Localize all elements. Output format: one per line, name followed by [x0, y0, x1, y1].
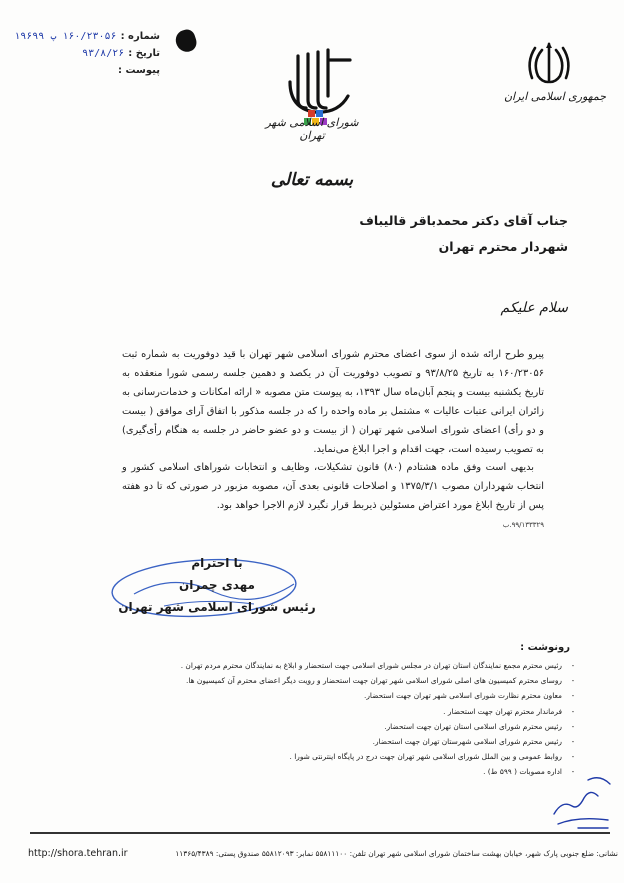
list-item	[58, 749, 578, 764]
list-bullet: -	[571, 752, 575, 762]
list-item	[58, 764, 578, 779]
list-bullet: -	[571, 691, 575, 701]
cc-item-text: روابط عمومی و بین الملل شورای اسلامی شهر تهران جهت درج در پایگاه اینترنتی شورا .	[289, 752, 562, 762]
council-name: شورای اسلامی شهر تهران	[265, 116, 359, 142]
signature-title: رئیس شورای اسلامی شهر تهران	[118, 600, 316, 614]
cc-item-text: معاون محترم نظارت شورای اسلامی شهر تهران جهت استحضار.	[363, 691, 562, 701]
list-item	[58, 734, 578, 749]
recipient-name: جناب آقای دکتر محمدباقر قالیباف	[359, 213, 568, 228]
cc-item-text: رئیس محترم شورای اسلامی شهرستان تهران جهت استحضار.	[372, 737, 562, 747]
recipient-block	[359, 208, 568, 260]
cc-item-text: روسای محترم کمیسیون های اصلی شورای اسلامی شهر تهران جهت استحضار و رویت دیگر اعضای محترم آن کمیسیون ها.	[186, 676, 562, 686]
cc-item-text: اداره مصوبات ( ۵۹۹ ط) .	[483, 767, 562, 777]
greeting: سلام علیکم	[500, 300, 568, 316]
meta-number-label: شماره :	[120, 31, 160, 42]
signature-block	[112, 552, 322, 618]
footer	[28, 848, 618, 859]
list-item	[58, 719, 578, 734]
list-bullet: -	[571, 676, 575, 686]
cc-item-text: رئیس محترم مجمع نمایندگان استان تهران در مجلس شورای اسلامی جهت استحضار و ابلاغ به نمایندگان محترم مردم تهران .	[180, 661, 562, 670]
body-paragraph-2: بدیهی است وفق ماده هشتادم (۸۰) قانون تشکیلات، وظایف و انتخابات شوراهای اسلامی کشور و انتخاب شهرداران مصوب ۱۳۷۵/۳/۱ و اصلاحات قانونی بعدی آن، مصوبه مزبور در صورتی که تا دو هفته پس از تاریخ ابلاغ مورد اعتراض مسئولین ذیربط قرار نگیرد لازم الاجرا خواهد بود.	[122, 462, 544, 512]
cc-title: رونوشت :	[520, 642, 570, 653]
meta-number-value: ۱۶۰/۲۳۰۵۶ پ ۱۹۶۹۹	[14, 31, 117, 42]
body-paragraph-1: پیرو طرح ارائه شده از سوی اعضای محترم شورای اسلامی شهر تهران با قید دوفوریت به شماره ثبت ۱۶۰/۲۳۰۵۶ به تاریخ ۹۳/۸/۲۵ و تصویب دوفوریت آن در یکصد و دهمین جلسه رسمی شورا منعقده به تاریخ یکشنبه بیست و پنجم آبان‌ماه سال ۱۳۹۳، به پیوست متن مصوبه « ارائه امکانات و خدمات‌رسانی به زائران ایرانی عتبات عالیات » مشتمل بر ماده واحده را که در جلسه مذکور با اتفاق آرای موافق ( بیست و دو رأی) اعضای شورای اسلامی شهر تهران ( از بیست و دو عضو حاضر در جلسه به هنگام رأی‌گیری) به تصویب رسیده است، جهت اقدام و اجرا ابلاغ می‌نماید.	[122, 349, 544, 455]
list-bullet: -	[571, 661, 575, 670]
cc-item-text: رئیس محترم شورای اسلامی استان تهران جهت استحضار.	[384, 721, 562, 731]
meta-number-row	[12, 28, 160, 45]
list-item	[58, 688, 578, 703]
footer-address: نشانی: ضلع جنوبی پارک شهر، خیابان بهشت ساختمان شورای اسلامی شهر تهران تلفن: ۵۵۸۱۱۱۰۰ نمابر: ۵۵۸۱۲۰۹۳ صندوق پستی: ۱۱۳۶۵/۴۳۸۹	[175, 849, 618, 858]
list-item	[58, 704, 578, 719]
meta-attachment-row	[12, 62, 160, 79]
closing-reference: ۹۹/۱۳۳۳۲۹.ب	[502, 521, 544, 530]
iran-emblem-icon	[524, 40, 574, 88]
republic-name: جمهوری اسلامی ایران	[503, 90, 607, 103]
list-item	[58, 658, 578, 673]
handwritten-annotation-icon	[548, 770, 618, 834]
signature-regards: با احترام	[191, 556, 243, 570]
meta-date-label: تاریخ :	[128, 48, 160, 59]
signature-name: مهدی چمران	[179, 578, 255, 592]
cc-item-text: فرماندار محترم تهران جهت استحضار .	[443, 706, 562, 716]
ink-blot-mark	[173, 27, 199, 54]
list-bullet: -	[571, 706, 575, 716]
footer-url: http://shora.tehran.ir	[28, 848, 128, 859]
letter-meta	[12, 28, 160, 79]
recipient-title: شهردار محترم تهران	[438, 239, 568, 254]
list-bullet: -	[571, 737, 575, 747]
list-bullet: -	[571, 767, 575, 777]
footer-divider	[30, 832, 610, 834]
list-bullet: -	[571, 721, 575, 731]
list-item	[58, 673, 578, 688]
invocation-heading: بسمه تعالی	[270, 170, 354, 190]
meta-attachment-label: پیوست :	[117, 65, 160, 76]
letter-body	[122, 346, 544, 535]
cc-list	[58, 658, 578, 780]
meta-date-row	[12, 45, 160, 62]
meta-date-value: ۹۳/۸/۲۶	[82, 48, 125, 59]
